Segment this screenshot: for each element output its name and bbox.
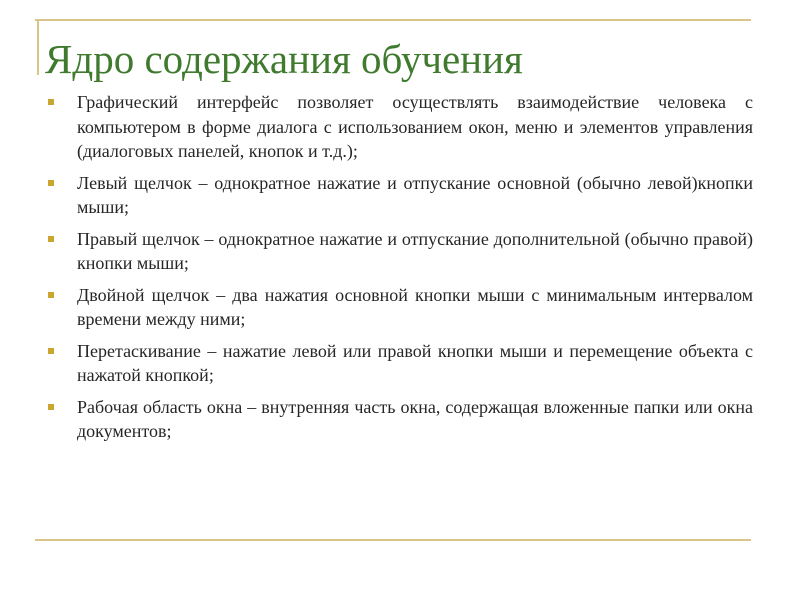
left-divider <box>37 19 39 75</box>
square-bullet-icon <box>48 99 54 105</box>
square-bullet-icon <box>48 292 54 298</box>
bullet-text: Правый щелчок – однократное нажатие и отпускание дополнительной (обычно правой) кнопки мыши; <box>77 228 753 273</box>
square-bullet-icon <box>48 348 54 354</box>
bottom-divider <box>35 539 751 541</box>
bullet-text: Графический интерфейс позволяет осуществлять взаимодействие человека с компьютером в форме диалога с использованием окон, меню и элементов управления (диалоговых панелей, кнопок и т.д.); <box>77 92 753 161</box>
square-bullet-icon <box>48 180 54 186</box>
bullet-item <box>48 395 753 444</box>
square-bullet-icon <box>48 404 54 410</box>
bullet-item <box>48 227 753 276</box>
bullet-text: Перетаскивание – нажатие левой или правой кнопки мыши и перемещение объекта с нажатой кнопкой; <box>77 340 753 385</box>
square-bullet-icon <box>48 236 54 242</box>
slide-title: Ядро содержания обучения <box>45 36 523 82</box>
bullet-list <box>48 90 753 451</box>
bullet-item <box>48 171 753 220</box>
bullet-text: Рабочая область окна – внутренняя часть окна, содержащая вложенные папки или окна документов; <box>77 396 753 441</box>
bullet-item <box>48 339 753 388</box>
bullet-item <box>48 283 753 332</box>
bullet-text: Двойной щелчок – два нажатия основной кнопки мыши с минимальным интервалом времени между ними; <box>77 284 753 329</box>
bullet-item <box>48 90 753 164</box>
top-divider <box>35 19 751 21</box>
bullet-text: Левый щелчок – однократное нажатие и отпускание основной (обычно левой)кнопки мыши; <box>77 172 753 217</box>
